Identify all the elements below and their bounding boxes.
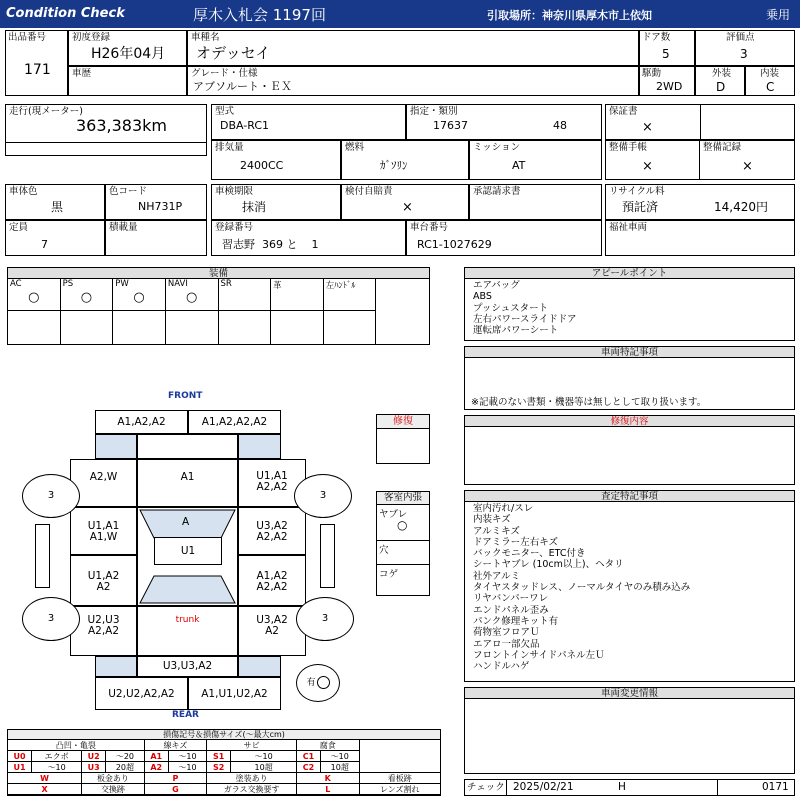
equipment-grid <box>8 279 429 344</box>
legend-code: U0 <box>8 751 32 762</box>
chassis-cell <box>406 220 602 256</box>
front-bumper-right: A1,A2,A2,A2 <box>188 410 281 434</box>
model-cell <box>211 104 406 140</box>
condition-check-title: Condition Check <box>6 6 125 21</box>
equipment-item-label: PW <box>115 279 129 289</box>
fuel-label: 燃料 <box>345 142 365 153</box>
right-rear-door-line1: A1,A2 <box>256 570 288 582</box>
legend-group: 凸凹・亀裂 <box>8 740 145 751</box>
rear-right-light <box>238 656 281 677</box>
inspection-value: 抹消 <box>242 200 267 214</box>
recycle-cell <box>605 184 795 220</box>
spare-tire <box>296 664 340 702</box>
color-code-value: NH731P <box>138 200 183 213</box>
wheel-rear-right: 3 <box>296 597 354 641</box>
left-front-door <box>70 507 137 555</box>
car-name-cell <box>187 30 639 66</box>
plate-label: 登録番号 <box>215 222 254 233</box>
manual-label: 整備手帳 <box>609 142 648 153</box>
legend-code: X <box>8 784 82 795</box>
ext-cell <box>695 66 745 96</box>
load-label: 積載量 <box>109 222 138 233</box>
check-staff: H <box>618 781 626 793</box>
legend-code: G <box>144 784 207 795</box>
equipment-item <box>113 279 166 311</box>
warranty-value: × <box>642 120 653 135</box>
capacity-label: 定員 <box>9 222 29 233</box>
legend-group: サビ <box>207 740 297 751</box>
doors-label: ドア数 <box>642 32 671 43</box>
category-value: 48 <box>553 119 567 132</box>
front-label: FRONT <box>168 391 203 401</box>
wheel-rear-left: 3 <box>22 597 80 641</box>
check-date: 2025/02/21 <box>513 781 574 793</box>
approval-cell <box>469 184 602 220</box>
legend-desc: 看板跡 <box>359 773 440 784</box>
score-cell <box>695 30 795 66</box>
change-panel <box>464 687 795 774</box>
assessment-item: ハンドルハゲ <box>473 661 530 673</box>
legend-title: 損傷記号＆損傷サイズ(〜最大cm) <box>8 730 440 740</box>
right-step <box>320 524 335 588</box>
check-label: チェック <box>467 782 505 793</box>
int-label: 内装 <box>760 68 780 79</box>
equipment-item <box>219 279 272 311</box>
rear-bumper-left: U2,U2,A2,A2 <box>95 677 188 710</box>
assessment-item: ドアミラー左右キズ <box>473 536 559 548</box>
model-label: 型式 <box>215 106 235 117</box>
legend-desc: 塗装あり <box>207 773 297 784</box>
legend-desc: 〜10 <box>321 751 360 762</box>
left-fender: A2,W <box>70 459 137 507</box>
windshield-label: A <box>182 516 190 528</box>
equipment-item <box>324 279 377 311</box>
mission-value: AT <box>512 159 526 172</box>
legend-panel <box>7 729 441 796</box>
model-value: DBA-RC1 <box>220 119 270 132</box>
equipment-item-value: ○ <box>133 290 145 305</box>
equipment-item-label: SR <box>220 279 232 289</box>
front-center-panel <box>137 434 238 459</box>
liability-value: × <box>402 200 413 215</box>
spare-label: 有 <box>306 678 316 688</box>
interior-burn-label: コゲ <box>379 569 399 580</box>
special-title: 車両特記事項 <box>465 347 794 358</box>
interior-title: 客室内張 <box>377 492 429 505</box>
rear-panel: U3,U3,A2 <box>137 656 238 677</box>
designation-value: 17637 <box>433 119 468 132</box>
warranty-cell <box>605 104 795 140</box>
legend-desc: 〜10 <box>168 751 207 762</box>
first-reg-cell <box>68 30 187 66</box>
rear-label: REAR <box>172 710 199 720</box>
assessment-panel <box>464 490 795 682</box>
right-front-door-line2: A2,A2 <box>256 531 288 543</box>
recycle-status: 預託済 <box>622 200 659 214</box>
check-number: 0171 <box>762 781 789 793</box>
repair-panel <box>464 415 795 485</box>
legend-desc: 〜10 <box>32 762 82 773</box>
equipment-item <box>166 279 219 311</box>
car-name-label: 車種名 <box>191 32 220 43</box>
assessment-item: バックモニター、ETC付き <box>473 548 586 560</box>
assessment-item: 荷物室フロアＵ <box>473 627 540 639</box>
equipment-empty-cell <box>324 311 377 344</box>
legend-desc: 20超 <box>106 762 145 773</box>
front-bumper-left: A1,A2,A2 <box>95 410 188 434</box>
interior-hole-label: 穴 <box>379 545 389 556</box>
legend-code: S2 <box>207 762 231 773</box>
assessment-item: エアロ一部欠品 <box>473 638 540 650</box>
fuel-cell <box>341 140 469 180</box>
chassis-value: RC1-1027629 <box>417 238 492 251</box>
front-left-light <box>95 434 137 459</box>
legend-desc: 板金あり <box>82 773 145 784</box>
drive-value: 2WD <box>656 80 683 93</box>
rear-left-light <box>95 656 137 677</box>
assessment-item: 社外アルミ <box>473 570 521 582</box>
legend-desc: 交換跡 <box>82 784 145 795</box>
trunk <box>137 606 238 656</box>
manual-value: × <box>642 159 653 174</box>
score-label: 評価点 <box>726 32 755 43</box>
legend-desc: レンズ割れ <box>359 784 440 795</box>
right-quarter-line1: U3,A2 <box>256 614 288 626</box>
change-title: 車両変更情報 <box>465 688 794 699</box>
equipment-item-value: ○ <box>80 290 93 305</box>
appeal-item: エアバッグ <box>473 280 520 291</box>
right-fender-line1: U1,A1 <box>256 470 288 482</box>
legend-code: A1 <box>144 751 168 762</box>
liability-cell <box>341 184 469 220</box>
mission-label: ミッション <box>473 142 521 153</box>
welfare-cell <box>605 220 795 256</box>
mileage-cell <box>5 104 207 156</box>
welfare-label: 福祉車両 <box>609 222 648 233</box>
capacity-value: 7 <box>41 238 48 251</box>
legend-code: L <box>297 784 360 795</box>
int-cell <box>745 66 795 96</box>
rear-bumper-right: A1,U1,U2,A2 <box>188 677 281 710</box>
vehicle-type: 乗用 <box>766 8 791 22</box>
legend-code: P <box>144 773 207 784</box>
ext-value: D <box>716 80 726 94</box>
legend-code: A2 <box>144 762 168 773</box>
repair-box-title: 修復 <box>377 415 429 429</box>
assessment-item: リヤバンパーワレ <box>473 593 549 605</box>
doors-value: 5 <box>662 47 670 61</box>
hood: A1 <box>137 459 238 507</box>
assessment-item: 室内汚れ/スレ <box>473 503 534 514</box>
score-value: 3 <box>740 47 748 61</box>
left-front-door-line2: A1,W <box>89 531 118 543</box>
legend-code: C2 <box>297 762 321 773</box>
plate-value: 習志野 369 と 1 <box>222 238 319 251</box>
special-note: ※記載のない書類・機器等は無しとして取り扱います。 <box>471 397 707 408</box>
history-cell <box>68 66 187 96</box>
designation-label: 指定・類別 <box>410 106 458 117</box>
capacity-cell <box>5 220 105 256</box>
fuel-value: ｶﾞｿﾘﾝ <box>380 159 408 172</box>
auction-title: 厚木入札会 1197回 <box>193 6 326 24</box>
equipment-title: 装備 <box>8 268 429 279</box>
equipment-empty-cell <box>166 311 219 344</box>
color-value: 黒 <box>51 200 64 214</box>
legend-code: U3 <box>82 762 106 773</box>
appeal-panel <box>464 267 795 341</box>
record-cell <box>699 140 795 180</box>
right-quarter-line2: A2 <box>265 625 279 637</box>
right-front-door <box>238 507 306 555</box>
grade-cell <box>187 66 639 96</box>
right-fender-line2: A2,A2 <box>256 481 288 493</box>
equipment-empty-cell <box>219 311 272 344</box>
right-rear-door-line2: A2,A2 <box>256 581 288 593</box>
equipment-item-label: AC <box>10 279 22 289</box>
equipment-item <box>271 279 324 311</box>
legend-desc: 〜10 <box>231 751 297 762</box>
appeal-list <box>473 280 576 336</box>
plate-cell <box>211 220 406 256</box>
first-reg-value: H26年04月 <box>91 46 166 62</box>
lot-label: 出品番号 <box>8 32 47 43</box>
legend-group: 線キズ <box>144 740 207 751</box>
left-quarter <box>70 606 137 656</box>
lot-number: 171 <box>24 62 51 78</box>
appeal-item: 運転席パワーシート <box>473 325 559 337</box>
interior-tear-mark: ○ <box>397 518 408 532</box>
load-cell <box>105 220 207 256</box>
manual-cell <box>605 140 700 180</box>
recycle-label: リサイクル料 <box>609 186 665 197</box>
equipment-item <box>8 279 61 311</box>
right-front-door-line1: U3,A2 <box>256 520 288 532</box>
ext-label: 外装 <box>712 68 732 79</box>
assessment-item: シートヤブレ (10cm以上)、ヘタリ <box>473 559 624 571</box>
equipment-empty-cell <box>113 311 166 344</box>
displacement-cell <box>211 140 341 180</box>
legend-code: U2 <box>82 751 106 762</box>
assessment-item: 内装キズ <box>473 514 511 526</box>
left-front-door-line1: U1,A1 <box>87 520 120 532</box>
equipment-empty-cell <box>61 311 114 344</box>
appeal-item: ABS <box>473 291 492 303</box>
legend-desc: エクボ <box>32 751 82 762</box>
assessment-item: タイヤスタッドレス、ノーマルタイヤのみ積み込み <box>473 582 691 594</box>
equipment-item-label: PS <box>62 279 74 289</box>
left-rear-door-line1: U1,A2 <box>87 570 120 582</box>
legend-code: U1 <box>8 762 32 773</box>
drive-label: 駆動 <box>642 68 662 79</box>
assessment-item: エンドパネル歪み <box>473 604 549 616</box>
mission-cell <box>469 140 602 180</box>
equipment-item <box>61 279 114 311</box>
legend-code: C1 <box>297 751 321 762</box>
equipment-panel <box>7 267 430 345</box>
repair-title: 修復内容 <box>465 416 794 427</box>
front-right-light <box>238 434 281 459</box>
equipment-item-value: ○ <box>186 290 198 305</box>
designation-cell <box>406 104 602 140</box>
color-code-label: 色コード <box>109 186 148 197</box>
equipment-item-label: NAVI <box>167 279 188 289</box>
legend-group: 腐食 <box>297 740 360 751</box>
special-panel <box>464 346 795 410</box>
inspection-label: 車検期限 <box>215 186 254 197</box>
legend-code: W <box>8 773 82 784</box>
interior-box <box>376 491 430 596</box>
record-label: 整備記録 <box>703 142 742 153</box>
doors-cell <box>639 30 695 66</box>
assessment-title: 査定特記事項 <box>465 491 794 502</box>
legend-desc: 〜20 <box>106 751 145 762</box>
appeal-item: プッシュスタート <box>473 302 549 314</box>
wheel-front-right: 3 <box>294 474 352 518</box>
grade-value: アブソルート・ＥＸ <box>193 80 292 93</box>
assessment-item: パンク修理キット有 <box>473 615 559 627</box>
chassis-label: 車台番号 <box>410 222 449 233</box>
cabin <box>137 507 238 606</box>
drive-cell <box>639 66 695 96</box>
assessment-list <box>473 503 690 672</box>
interior-tear-label: ヤブレ <box>379 509 408 520</box>
color-label: 車体色 <box>9 186 38 197</box>
assessment-item: アルミキズ <box>473 525 520 537</box>
check-bar <box>464 779 795 796</box>
legend-code: K <box>297 773 360 784</box>
left-quarter-line1: U2,U3 <box>87 614 120 626</box>
equipment-item-label: 革 <box>273 281 282 291</box>
legend-code: S1 <box>207 751 231 762</box>
liability-label: 検付自賠責 <box>345 186 393 197</box>
color-code-cell <box>105 184 207 220</box>
record-value: × <box>742 159 753 174</box>
legend-desc: 〜10 <box>168 762 207 773</box>
int-value: C <box>766 80 775 94</box>
wheel-front-left: 3 <box>22 474 80 518</box>
inspection-cell <box>211 184 341 220</box>
mileage-label: 走行(現メーター) <box>9 106 83 117</box>
mileage-value: 363,383km <box>76 116 168 135</box>
equipment-item-value: ○ <box>28 290 40 305</box>
trunk-label: trunk <box>175 615 200 625</box>
left-step <box>35 524 50 588</box>
damage-diagram <box>0 390 460 720</box>
appeal-item: 左右パワースライドドア <box>473 313 577 325</box>
vehicle-info-grid <box>0 28 800 260</box>
color-cell <box>5 184 105 220</box>
legend-table <box>7 739 441 795</box>
equipment-item-label: 左ﾊﾝﾄﾞﾙ <box>325 281 356 291</box>
appeal-title: アピールポイント <box>465 268 794 279</box>
equipment-empty-cell <box>271 311 324 344</box>
right-rear-door <box>238 555 306 606</box>
displacement-label: 排気量 <box>215 142 244 153</box>
assessment-item: フロントインサイドパネル左Ｕ <box>473 649 605 661</box>
pickup-location: 引取場所：神奈川県厚木市上依知 <box>487 9 652 22</box>
legend-desc: ガラス交換要す <box>207 784 297 795</box>
approval-label: 承認請求書 <box>473 186 521 197</box>
repair-box <box>376 414 430 464</box>
recycle-fee: 14,420円 <box>714 200 768 214</box>
car-name-value: オデッセイ <box>196 44 271 62</box>
grade-label: グレード・仕様 <box>191 68 258 79</box>
equipment-empty-cell <box>8 311 61 344</box>
lot-cell <box>5 30 68 96</box>
left-rear-door-line2: A2 <box>96 581 111 593</box>
legend-desc: 10超 <box>321 762 360 773</box>
warranty-label: 保証書 <box>609 106 638 117</box>
first-reg-label: 初度登録 <box>72 32 111 43</box>
left-rear-door <box>70 555 137 606</box>
header-bar <box>0 0 800 28</box>
left-quarter-line2: A2,A2 <box>87 625 120 637</box>
history-label: 車歴 <box>72 68 92 79</box>
legend-desc: 10超 <box>231 762 297 773</box>
displacement-value: 2400CC <box>240 159 284 172</box>
roof: U1 <box>154 537 222 565</box>
